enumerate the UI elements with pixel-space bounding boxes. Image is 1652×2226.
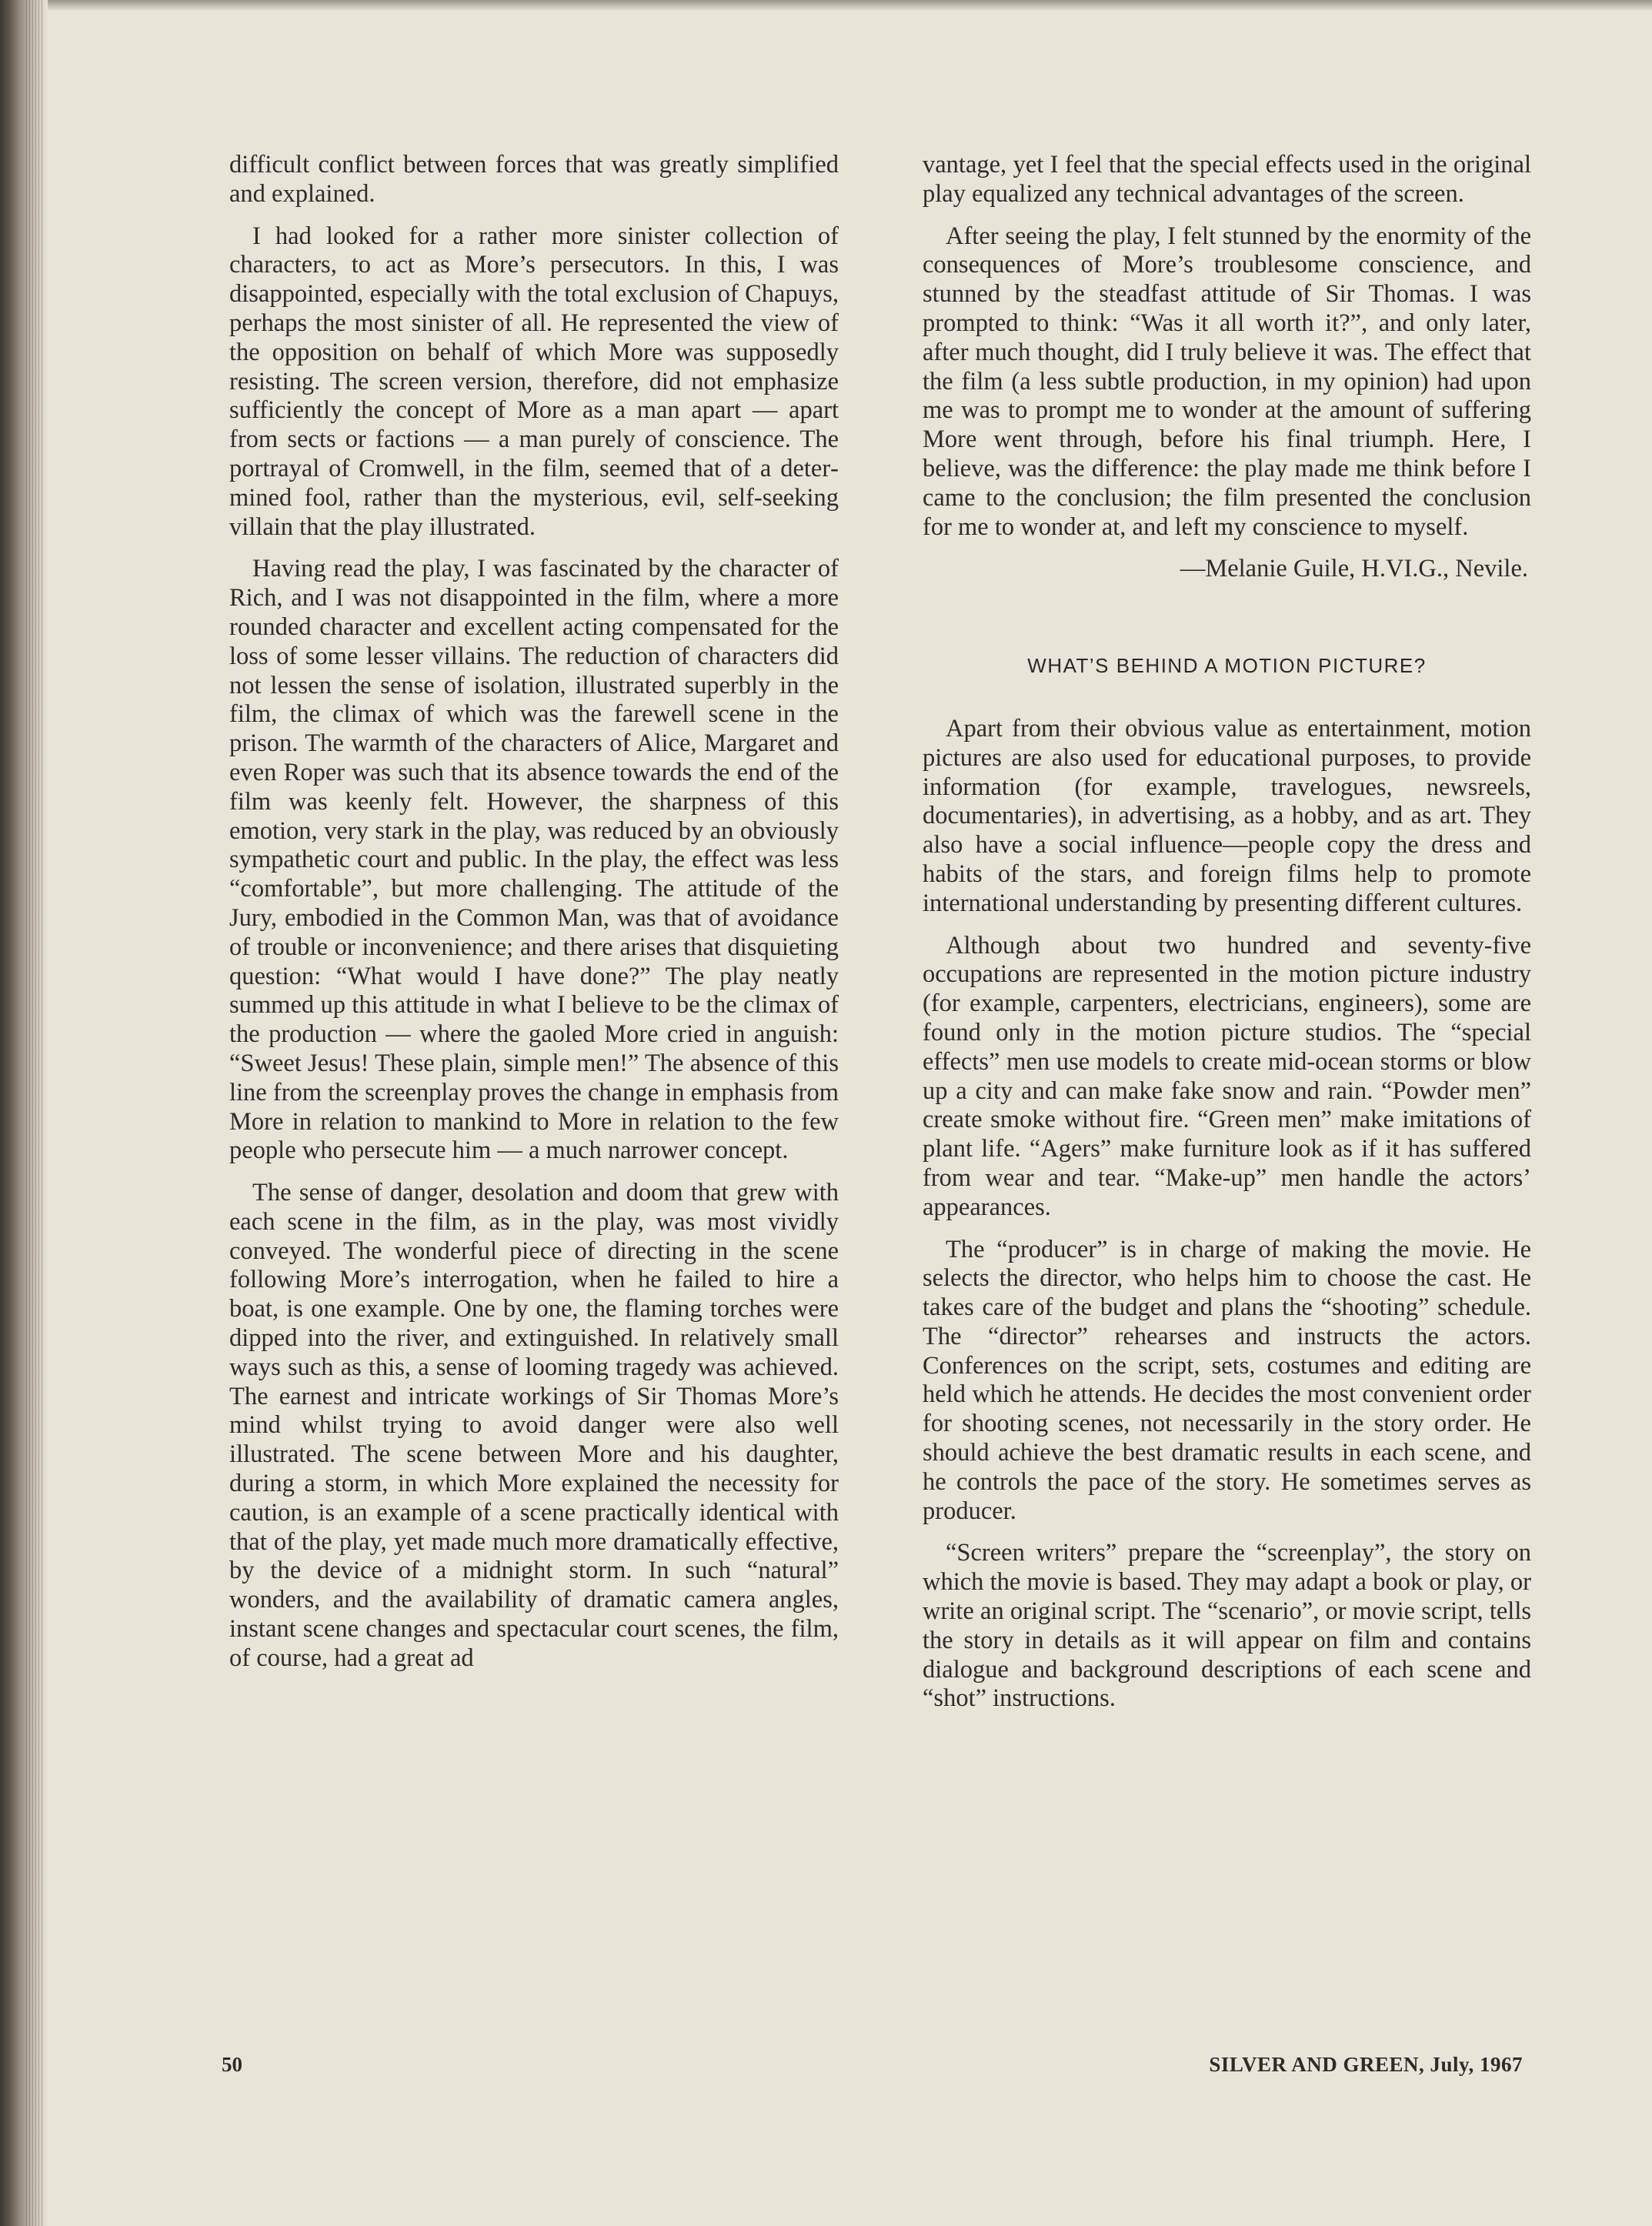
page-number: 50 <box>222 2053 242 2076</box>
paragraph-rich: Having read the play, I was fascinated by the character of Rich, and I was not disappointed in the film, where a more rounded character and excellent acting compensated for the loss of some lesser villains. The reduction of characters did not lessen the sense of isolation, illustrated superbly in the film, the climax of which was the farewell scene in the prison. The warmth of the characters of Alice, Margaret and even Roper was such that its absence towards the end of the film was keenly felt. However, the sharpness of this emotion, very stark in the play, was reduced by an obviously sympathetic court and public. In the play, the effect was less “comfortable”, but more challenging. The attitude of the Jury, embodied in the Common Man, was that of avoidance of trouble or inconvenience; and there arises that disquieting question: “What would I have done?” The play neatly summed up this attitude in what I believe to be the climax of the production — where the gaoled More cried in anguish: “Sweet Jesus! These plain, simple men!” The absence of this line from the screenplay proves the change in emphasis from More in relation to mankind to More in relation to the few people who persecute him — a much narrower concept. <box>229 555 839 1165</box>
paragraph-occupations: Although about two hundred and seventy-five occupations are represented in the motion picture industry (for example, carpenters, electricians, engineers), some are found only in the motion picture studios. The “special effects” men use models to create mid-ocean storms or blow up a city and can make fake snow and rain. “Powder men” create smoke without fire. “Green men” make imitations of plant life. “Agers” make furniture look as if it has suffered from wear and tear. “Make-up” men handle the actors’ appearances. <box>923 931 1531 1221</box>
left-column <box>229 151 839 1687</box>
magazine-footer: SILVER AND GREEN, July, 1967 <box>1209 2053 1523 2076</box>
paragraph-danger: The sense of danger, desolation and doom that grew with each scene in the film, as in the play, was most vividly conveyed. The wonderful piece of directing in the scene following More’s interrogation, when he failed to hire a boat, is one example. One by one, the flaming torches were dipped into the river, and extinguished. In relatively small ways such as this, a sense of looming tragedy was achieved. The earnest and intricate workings of Sir Thomas More’s mind whilst trying to avoid danger were also well illustrated. The scene between More and his daughter, during a storm, in which More explained the necessity for caution, is an example of a scene practically identical with that of the play, yet made much more dramatically effective, by the device of a midnight storm. In such “natural” wonders, and the availability of dramatic camera angles, instant scene changes and spectacular court scenes, the film, of course, had a great ad <box>229 1179 839 1672</box>
right-column <box>923 151 1531 1727</box>
paragraph-apart: Apart from their obvious value as entertainment, motion pictures are also used for educational purposes, to provide information (for example, travelogues, newsreels, documentaries), in advertising, as a hobby, and as art. They also have a social influence—people copy the dress and habits of the stars, and foreign films help to promote international understanding by presenting different cultures. <box>923 714 1531 917</box>
paragraph-continued: difficult conflict between forces that was greatly simplified and explained. <box>229 151 839 208</box>
section-heading: WHAT’S BEHIND A MOTION PICTURE? <box>1027 654 1427 678</box>
paragraph-after-seeing: After seeing the play, I felt stunned by the enormity of the consequences of More’s troublesome conscience, and stunned by the steadfast attitude of Sir Thomas. I was prompted to think: “Was it all worth it?”, and only later, after much thought, did I truly believe it was. The effect that the film (a less subtle production, in my opinion) had upon me was to prompt me to wonder at the amount of suffering More went through, before his final triumph. Here, I believe, was the difference: the play made me think before I came to the conclusion; the film presented the conclusion for me to wonder at, and left my conscience to myself. <box>923 222 1531 541</box>
paragraph-persecutors: I had looked for a rather more sinister collection of characters, to act as More’s persecutors. In this, I was disappointed, especially with the total exclusion of Chapuys, perhaps the most sinister of all. He represented the view of the opposition on behalf of which More was supposedly resisting. The screen version, therefore, did not emphasize sufficiently the concept of More as a man apart — apart from sects or factions — a man purely of conscience. The portrayal of Cromwell, in the film, seemed that of a determined fool, rather than the mysterious, evil, self-seeking villain that the play illustrated. <box>229 222 839 541</box>
paragraph-vantage: vantage, yet I feel that the special effects used in the original play equalized any technical advantages of the screen. <box>923 151 1531 208</box>
paragraph-producer: The “producer” is in charge of making the movie. He selects the director, who helps him to choose the cast. He takes care of the budget and plans the “shooting” schedule. The “director” rehearses and instructs the actors. Conferences on the script, sets, costumes and editing are held which he attends. He decides the most convenient order for shooting scenes, not necessarily in the story order. He should achieve the best dramatic results in each scene, and he controls the pace of the story. He sometimes serves as producer. <box>923 1235 1531 1525</box>
paragraph-screen-writers: “Screen writers” prepare the “screenplay”, the story on which the movie is based. They may adapt a book or play, or write an original script. The “scenario”, or movie script, tells the story in details as it will appear on film and contains dialogue and background descriptions of each scene and “shot” instructions. <box>923 1539 1531 1713</box>
page-top-shadow <box>0 0 1652 11</box>
author-signature: —Melanie Guile, H.VI.G., Nevile. <box>1180 555 1528 583</box>
binding-page-edges <box>26 0 43 2226</box>
